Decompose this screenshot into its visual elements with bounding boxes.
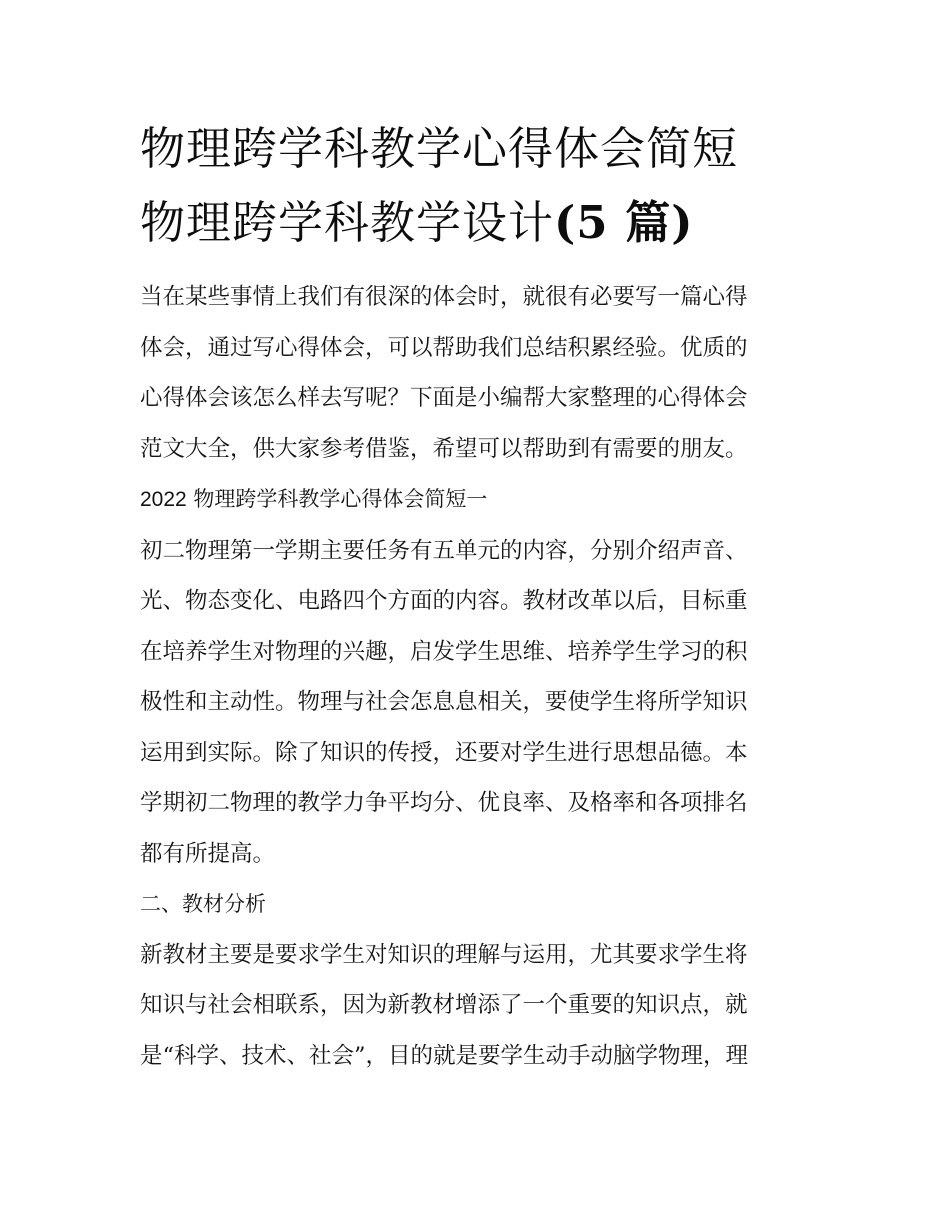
section-2-line: 新教材主要是要求学生对知识的理解与运用，尤其要求学生将 bbox=[140, 941, 748, 968]
section-1-line: 光、物态变化、电路四个方面的内容。教材改革以后，目标重 bbox=[140, 588, 748, 614]
document-title bbox=[140, 112, 812, 260]
section-heading-2: 二、教材分析 bbox=[140, 892, 266, 916]
intro-paragraph bbox=[140, 272, 812, 474]
section-1-paragraph bbox=[140, 526, 812, 880]
section-2-paragraph bbox=[140, 930, 812, 1082]
title-line-2-text: 物理跨学科教学设计 bbox=[140, 196, 555, 249]
section-heading-1-year: 2022 bbox=[140, 488, 187, 511]
section-1-line: 学期初二物理的教学力争平均分、优良率、及格率和各项排名 bbox=[140, 790, 748, 816]
intro-line: 范文大全，供大家参考借鉴，希望可以帮助到有需要的朋友。 bbox=[140, 435, 748, 462]
intro-line: 体会，通过写心得体会，可以帮助我们总结积累经验。优质的 bbox=[140, 334, 748, 361]
intro-line: 心得体会该怎么样去写呢？下面是小编帮大家整理的心得体会 bbox=[140, 385, 748, 411]
title-line-2 bbox=[140, 186, 812, 260]
section-2-line: 是“科学、技术、社会”，目的就是要学生动手动脑学物理，理 bbox=[140, 1042, 749, 1069]
document-content bbox=[140, 112, 812, 1081]
title-line-1: 物理跨学科教学心得体会简短 bbox=[140, 122, 739, 175]
section-1-line: 在培养学生对物理的兴趣，启发学生思维、培养学生学习的积 bbox=[140, 638, 748, 665]
title-line-2-count: (5 篇) bbox=[554, 196, 694, 249]
section-1-line: 运用到实际。除了知识的传授，还要对学生进行思想品德。本 bbox=[140, 739, 748, 766]
section-heading-1-text: 物理跨学科教学心得体会简短一 bbox=[186, 487, 488, 511]
section-heading-1 bbox=[140, 474, 812, 526]
intro-line: 当在某些事情上我们有很深的体会时，就很有必要写一篇心得 bbox=[140, 284, 748, 310]
section-2-line: 知识与社会相联系，因为新教材增添了一个重要的知识点，就 bbox=[140, 992, 748, 1018]
section-1-line: 极性和主动性。物理与社会怎息息相关，要使学生将所学知识 bbox=[140, 689, 748, 715]
section-1-line: 都有所提高。 bbox=[140, 840, 276, 867]
section-1-line: 初二物理第一学期主要任务有五单元的内容，分别介绍声音、 bbox=[140, 537, 748, 564]
